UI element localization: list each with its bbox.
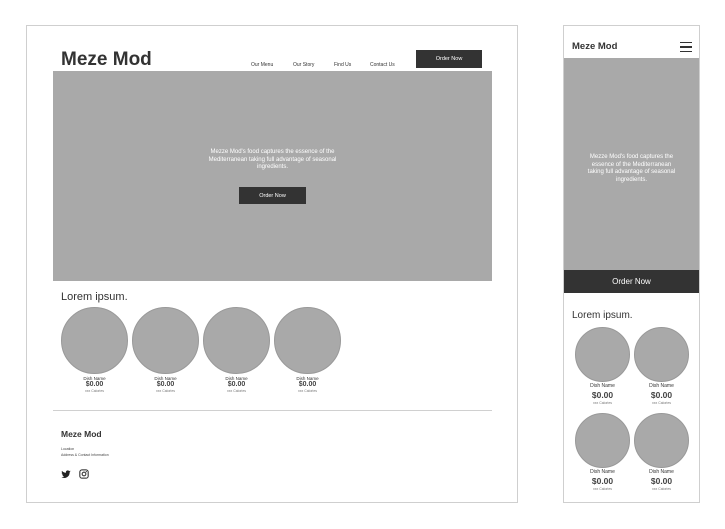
hero-line: Mezze Mod's food captures the [589, 154, 674, 160]
footer-address: Address & Contact Information [61, 453, 109, 457]
brand-logo[interactable]: Meze Mod [61, 49, 152, 70]
footer-divider [53, 410, 492, 411]
dish-price: $0.00 [591, 476, 614, 486]
dish-name: Dish Name [649, 383, 674, 389]
hero-order-now-button[interactable]: Order Now [239, 187, 306, 204]
nav-our-menu[interactable]: Our Menu [251, 62, 274, 68]
dish-image[interactable] [634, 327, 689, 382]
mobile-section-title: Lorem ipsum. [572, 310, 633, 321]
dish-price: $0.00 [650, 390, 673, 400]
mobile-order-now-button[interactable]: Order Now [564, 270, 699, 293]
dish-name: Dish Name [649, 469, 674, 475]
dish-price: $0.00 [650, 476, 673, 486]
instagram-icon[interactable] [79, 469, 89, 479]
hero-text [53, 149, 492, 172]
dish-name: Dish Name [296, 376, 319, 381]
dish-image[interactable] [61, 307, 128, 374]
nav-contact-us[interactable]: Contact Us [370, 62, 395, 68]
dish-calories: xxx Calories [592, 487, 613, 491]
mobile-brand-logo[interactable]: Meze Mod [572, 41, 618, 52]
dish-image[interactable] [575, 327, 630, 382]
hamburger-icon[interactable] [680, 42, 692, 55]
desktop-wireframe [26, 25, 518, 503]
dish-calories: xxx Calories [592, 401, 613, 405]
dish-name: Dish Name [154, 376, 177, 381]
dish-calories: xxx Calories [651, 487, 672, 491]
mobile-wireframe [563, 25, 700, 503]
footer-location: Location [61, 447, 75, 451]
dish-calories: xxx Calories [84, 389, 105, 393]
dish-price: $0.00 [85, 381, 104, 388]
dish-name: Dish Name [83, 376, 106, 381]
hero-line: ingredients. [256, 164, 289, 170]
footer-brand: Meze Mod [61, 429, 102, 439]
hero-banner [53, 71, 492, 281]
nav-our-story[interactable]: Our Story [293, 62, 315, 68]
hamburger-bar [680, 42, 692, 43]
dish-price: $0.00 [227, 381, 246, 388]
dish-calories: xxx Calories [226, 389, 247, 393]
mobile-hero-banner [564, 58, 699, 270]
hamburger-bar [680, 51, 692, 52]
hero-line: taking full advantage of seasonal [587, 169, 676, 175]
nav-find-us[interactable]: Find Us [334, 62, 352, 68]
hero-line: ingredients. [615, 176, 648, 183]
dish-name: Dish Name [225, 376, 248, 381]
twitter-icon[interactable] [61, 470, 71, 479]
dish-name: Dish Name [590, 469, 615, 475]
mobile-hero-text [564, 154, 699, 184]
hamburger-bar [680, 46, 692, 47]
hero-line: Mezze Mod's food captures the essence of the [210, 149, 335, 155]
dish-image[interactable] [634, 413, 689, 468]
dish-price: $0.00 [156, 381, 175, 388]
dish-price: $0.00 [591, 390, 614, 400]
dish-image[interactable] [274, 307, 341, 374]
dish-image[interactable] [575, 413, 630, 468]
dish-image[interactable] [203, 307, 270, 374]
dish-calories: xxx Calories [155, 389, 176, 393]
dish-image[interactable] [132, 307, 199, 374]
hero-line: Mediterranean taking full advantage of seasonal [208, 156, 337, 163]
nav-order-now-button[interactable]: Order Now [416, 50, 482, 68]
dish-price: $0.00 [298, 381, 317, 388]
dish-name: Dish Name [590, 383, 615, 389]
hero-line: essence of the Mediterranean [591, 161, 672, 168]
section-title: Lorem ipsum. [61, 291, 128, 303]
dish-calories: xxx Calories [651, 401, 672, 405]
dish-calories: xxx Calories [297, 389, 318, 393]
